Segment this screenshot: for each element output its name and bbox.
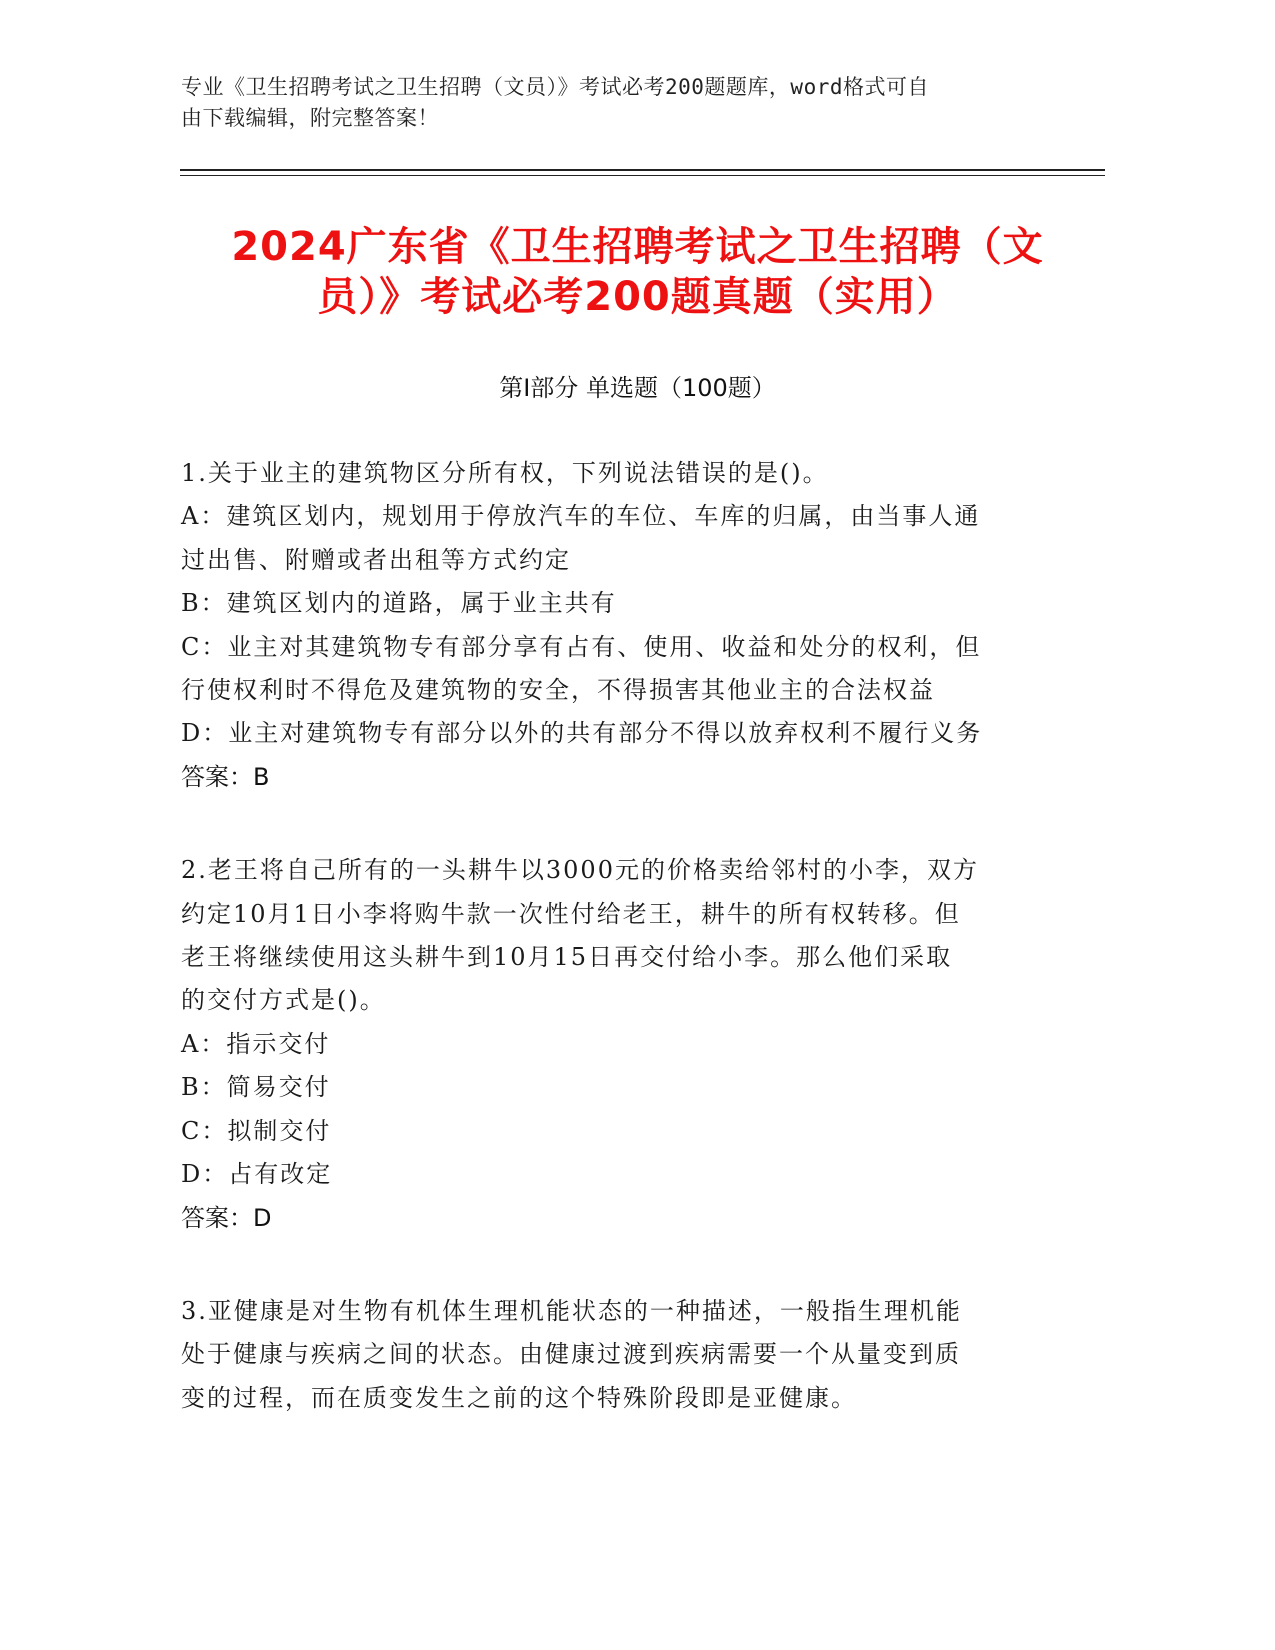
question-stem-continued: 约定10月1日小李将购牛款一次性付给老王，耕牛的所有权转移。但 [181, 899, 961, 928]
option-a: A：指示交付 [181, 1029, 331, 1058]
option-a-continued: 过出售、附赠或者出租等方式约定 [181, 545, 571, 574]
document-title [150, 222, 1125, 322]
section-title: 第Ⅰ部分 单选题（100题） [499, 374, 776, 402]
question-stem-continued: 的交付方式是()。 [181, 986, 386, 1015]
question-stem: 2.老王将自己所有的一头耕牛以3000元的价格卖给邻村的小李，双方 [181, 856, 979, 885]
option-a: A：建筑区划内，规划用于停放汽车的车位、车库的归属，由当事人通 [181, 502, 981, 531]
question-stem: 1.关于业主的建筑物区分所有权，下列说法错误的是()。 [181, 459, 829, 487]
title-line: 员）》考试必考200题真题（实用） [317, 274, 958, 320]
question-stem-continued: 变的过程，而在质变发生之前的这个特殊阶段即是亚健康。 [181, 1383, 857, 1412]
question-item [181, 452, 1026, 799]
option-c: C：业主对其建筑物专有部分享有占有、使用、收益和处分的权利，但 [181, 632, 982, 661]
header-divider-thin [180, 175, 1105, 176]
question-stem: 3.亚健康是对生物有机体生理机能状态的一种描述，一般指生理机能 [181, 1296, 962, 1325]
question-list [181, 452, 1026, 1470]
header-divider-thick [180, 169, 1105, 171]
option-d: D：业主对建筑物专有部分以外的共有部分不得以放弃权利不履行义务 [181, 719, 983, 748]
title-line: 2024广东省《卫生招聘考试之卫生招聘（文 [231, 224, 1044, 270]
option-d: D：占有改定 [181, 1160, 333, 1189]
header-note [181, 72, 1071, 134]
answer-label: 答案：B [181, 762, 270, 791]
option-b: B：建筑区划内的道路，属于业主共有 [181, 589, 617, 618]
answer-label: 答案：D [181, 1203, 272, 1232]
question-stem-continued: 处于健康与疾病之间的状态。由健康过渡到疾病需要一个从量变到质 [181, 1340, 961, 1369]
header-note-line: 专业《卫生招聘考试之卫生招聘（文员）》考试必考200题题库，word格式可自 [181, 75, 929, 99]
question-stem-continued: 老王将继续使用这头耕牛到10月15日再交付给小李。那么他们采取 [181, 943, 953, 972]
option-b: B：简易交付 [181, 1073, 331, 1102]
question-item [181, 1290, 1026, 1420]
question-item [181, 849, 1026, 1240]
header-note-line: 由下载编辑，附完整答案！ [181, 106, 439, 130]
option-c: C：拟制交付 [181, 1116, 332, 1145]
option-c-continued: 行使权利时不得危及建筑物的安全，不得损害其他业主的合法权益 [181, 676, 935, 705]
